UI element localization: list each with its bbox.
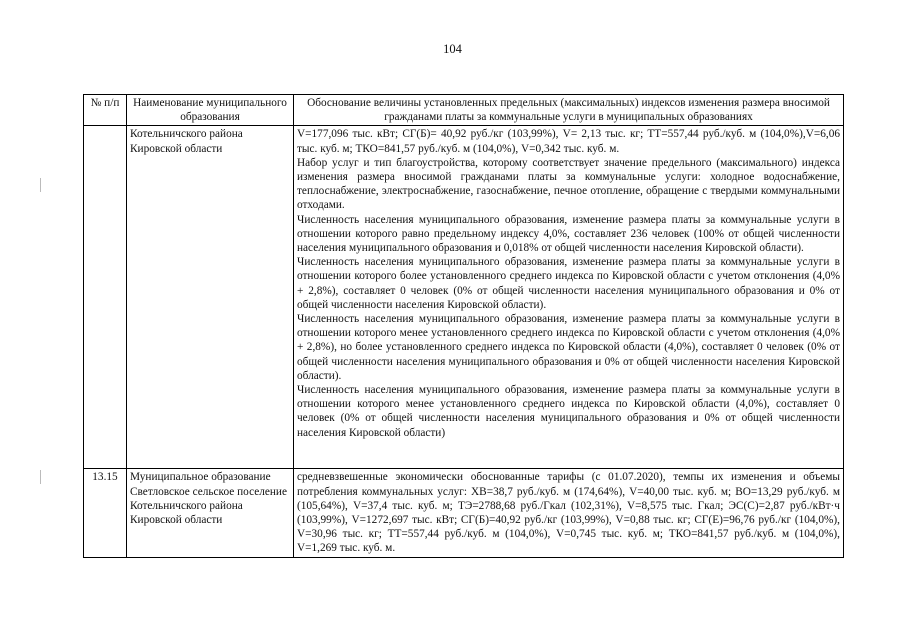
page-number: 104 [443, 42, 462, 56]
row-justification [294, 126, 844, 469]
row-municipality: Котельничского района Кировской области [127, 126, 294, 469]
table-row [84, 469, 844, 557]
justification-paragraph: Численность населения муниципального образования, изменение размера платы за коммунальные услуги в отношении которого менее установленного среднего индекса по Кировской области с учетом отклонения (4,0% + 2,8%), но более установленного среднего индекса по Кировской области (4,0%), составляет 0 человек (0% от общей численности населения муниципального образования и 0% от общей численности населения Кировской области). [297, 313, 840, 382]
justification-paragraph: Набор услуг и тип благоустройства, которому соответствует значение предельного (максимального) индекса изменения размера вносимой гражданами платы за коммунальные услуги: холодное водоснабжение, теплоснабжение, электроснабжение, газоснабжение, печное отопление, обращение с твердыми коммунальными отходами. [297, 156, 840, 212]
table-header-row [84, 95, 844, 126]
row-municipality: Муниципальное образование Светловское сельское поселение Котельничского района Кировской области [127, 469, 294, 557]
header-number: № п/п [84, 95, 127, 126]
margin-mark [40, 470, 41, 484]
tariff-justification-table [83, 94, 844, 558]
row-number: 13.15 [84, 469, 127, 557]
justification-paragraph: Численность населения муниципального образования, изменение размера платы за коммунальные услуги в отношении которого равно предельному индексу 4,0%, составляет 236 человек (100% от общей численности населения муниципального образования и 0,018% от общей численности населения Кировской области). [297, 213, 840, 255]
justification-paragraph: средневзвешенные экономически обоснованные тарифы (с 01.07.2020), темпы их изменения и объемы потребления коммунальных услуг: ХВ=38,7 руб./куб. м (174,64%), V=40,00 тыс. куб. м; ВО=13,29 руб./куб. м (105,64%), V=37,4 тыс. куб. м; ТЭ=2788,68 руб./Гкал (102,31%), V=8,575 тыс. Гкал; ЭС(С)=2,87 руб./кВт·ч (103,99%), V=1272,697 тыс. кВт; СГ(Б)=40,92 руб./кг (103,99%), V=0,88 тыс. кг; СГ(Е)=96,76 руб./кг (104,0%), V=30,96 тыс. кг; ТТ=557,44 руб./куб. м (104,0%), V=0,745 тыс. куб. м; ТКО=841,57 руб./куб. м (104,0%), V=1,269 тыс. куб. м. [297, 471, 840, 555]
table-row [84, 126, 844, 469]
justification-paragraph: Численность населения муниципального образования, изменение размера платы за коммунальные услуги в отношении которого менее установленного среднего индекса по Кировской области (4,0%), составляет 0 человек (0% от общей численности населения муниципального образования и 0% от общей численности населения Кировской области) [297, 384, 840, 439]
row-justification [294, 469, 844, 557]
justification-paragraph: Численность населения муниципального образования, изменение размера платы за коммунальные услуги в отношении которого более установленного среднего индекса по Кировской области с учетом отклонения (4,0% + 2,8%), составляет 0 человек (0% от общей численности населения муниципального образования и 0% от общей численности населения Кировской области). [297, 256, 840, 311]
justification-paragraph: V=177,096 тыс. кВт; СГ(Б)= 40,92 руб./кг (103,99%), V= 2,13 тыс. кг; ТТ=557,44 руб./куб. м (104,0%),V=6,06 тыс. куб. м; ТКО=841,57 руб./куб. м (104,0%), V=0,342 тыс. куб. м. [297, 128, 840, 155]
header-municipality: Наименование муниципального образования [127, 95, 294, 126]
header-justification: Обоснование величины установленных предельных (максимальных) индексов изменения размера вносимой гражданами платы за коммунальные услуги в муниципальных образованиях [294, 95, 844, 126]
margin-mark [40, 178, 41, 192]
row-number [84, 126, 127, 469]
